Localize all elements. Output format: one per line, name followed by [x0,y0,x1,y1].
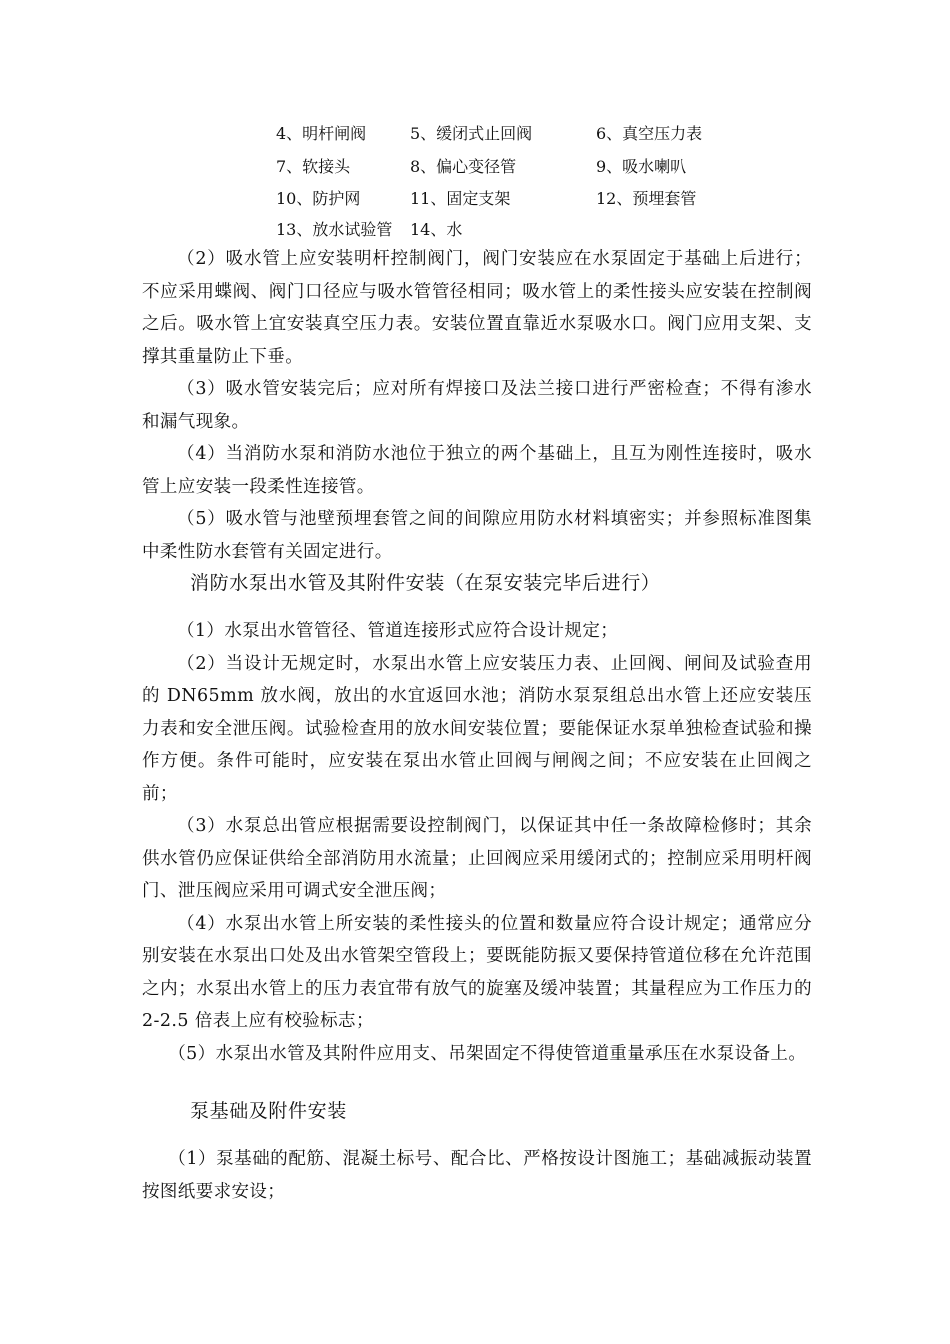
outlet-pipe-section [142,615,812,1070]
paragraph: （5）水泵出水管及其附件应用支、吊架固定不得使管道重量承压在水泵设备上。 [168,1043,807,1064]
paragraph: （4）当消防水泵和消防水池位于独立的两个基础上，且互为刚性连接时，吸水管上应安装一段柔性连接管。 [142,444,812,497]
section-heading: 泵基础及附件安装 [190,1100,347,1122]
paragraph: （5）吸水管与池壁预埋套管之间的间隙应用防水材料填密实；并参照标准图集中柔性防水套管有关固定进行。 [142,509,812,562]
paragraph: （2）当设计无规定时，水泵出水管上应安装压力表、止回阀、闸间及试验查用的 DN65mm 放水阀，放出的水宜返回水池；消防水泵泵组总出水管上还应安装压力表和安全泄压阀。试验检查用的放水间安装位置；要能保证水泵单独检查试验和操作方便。条件可能时，应安装在泵出水管止回阀与闸阀之间；不应安装在止回阀之前； [142,653,812,804]
paragraph: （1）泵基础的配筋、混凝土标号、配合比、严格按设计图施工；基础减振动装置按图纸要求安设； [142,1149,812,1202]
legend-item: 7、软接头 [276,157,351,176]
section-heading: 消防水泵出水管及其附件安装（在泵安装完毕后进行） [190,572,661,594]
legend-item: 9、吸水喇叭 [596,157,687,176]
pump-foundation-section [142,1143,812,1208]
legend-item: 11、固定支架 [410,189,511,208]
legend-item: 13、放水试验管 [276,220,393,239]
legend-item: 10、防护网 [276,189,361,208]
paragraph: （3）水泵总出管应根据需要设控制阀门，以保证其中任一条故障检修时；其余供水管仍应保证供给全部消防用水流量；止回阀应采用缓闭式的；控制应采用明杆阀门、泄压阀应采用可调式安全泄压阀； [142,816,812,901]
legend-item: 6、真空压力表 [596,124,703,143]
legend-item: 5、缓闭式止回阀 [410,124,533,143]
paragraph: （1）水泵出水管管径、管道连接形式应符合设计规定； [177,621,619,641]
legend-item: 8、偏心变径管 [410,157,517,176]
legend-item: 14、水 [410,220,463,239]
paragraph: （2）吸水管上应安装明杆控制阀门，阀门安装应在水泵固定于基础上后进行；不应采用蝶阀、阀门口径应与吸水管管径相同；吸水管上的柔性接头应安装在控制阀之后。吸水管上宜安装真空压力表。安装位置直靠近水泵吸水口。阀门应用支架、支撑其重量防止下垂。 [142,249,812,367]
legend-item: 12、预埋套管 [596,189,697,208]
paragraph: （4）水泵出水管上所安装的柔性接头的位置和数量应符合设计规定；通常应分别安装在水泵出口处及出水管架空管段上；要既能防振又要保持管道位移在允许范围之内；水泵出水管上的压力表宜带有放气的旋塞及缓冲装置；其量程应为工作压力的 2-2.5 倍表上应有校验标志； [142,913,812,1031]
suction-pipe-section [142,243,812,568]
paragraph: （3）吸水管安装完后；应对所有焊接口及法兰接口进行严密检查；不得有渗水和漏气现象。 [142,379,812,432]
legend-item: 4、明杆闸阀 [276,124,367,143]
